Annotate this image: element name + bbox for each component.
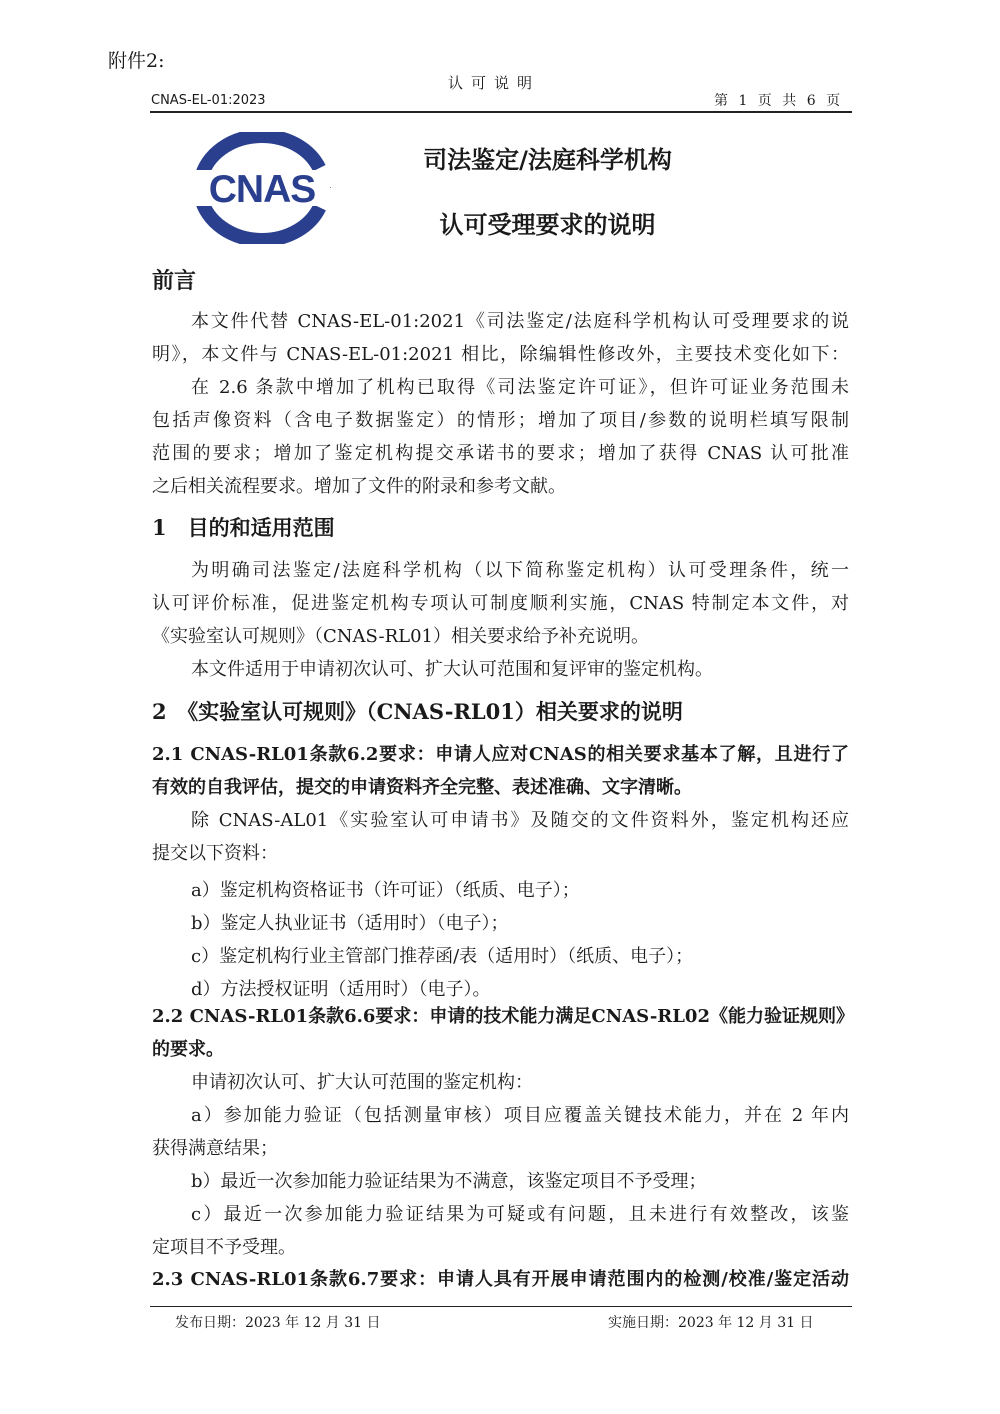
foreword-heading: 前言	[152, 269, 197, 294]
footer-rule	[150, 1306, 852, 1307]
foreword-p2-line1: 在 2.6 条款中增加了机构已取得《司法鉴定许可证》，但许可证业务范围未	[191, 377, 849, 398]
list-item: a）鉴定机构资格证书（许可证）（纸质、电子）；	[191, 880, 580, 901]
clause-2-2-a-line1: a）参加能力验证（包括测量审核）项目应覆盖关键技术能力，并在 2 年内	[191, 1105, 849, 1126]
clause-2-2-b: b）最近一次参加能力验证结果为不满意，该鉴定项目不予受理；	[191, 1171, 707, 1192]
list-item: d）方法授权证明（适用时）（电子）。	[191, 979, 491, 1000]
effective-date: 实施日期：2023 年 12 月 31 日	[608, 1315, 814, 1331]
foreword-p2-line2: 包括声像资料（含电子数据鉴定）的情形；增加了项目/参数的说明栏填写限制	[152, 410, 849, 431]
publish-date: 发布日期：2023 年 12 月 31 日	[175, 1315, 381, 1331]
clause-2-1-line1: 2.1 CNAS-RL01条款6.2要求：申请人应对CNAS的相关要求基本了解，且进行了	[152, 744, 849, 765]
clause-2-2-a-line2: 获得满意结果；	[152, 1138, 278, 1159]
foreword-p2-line3: 范围的要求；增加了鉴定机构提交承诺书的要求；增加了获得 CNAS 认可批准	[152, 443, 849, 464]
foreword-p1-line2: 明》，本文件与 CNAS-EL-01:2021 相比，除编辑性修改外，主要技术变化如下：	[152, 344, 849, 365]
document-title-line1: 司法鉴定/法庭科学机构	[423, 146, 672, 174]
clause-2-2-line2: 的要求。	[152, 1039, 224, 1060]
list-item: c）鉴定机构行业主管部门推荐函/表（适用时）（纸质、电子）；	[191, 946, 694, 967]
header-rule	[150, 111, 852, 113]
foreword-p1-line1: 本文件代替 CNAS-EL-01:2021《司法鉴定/法庭科学机构认可受理要求的说	[191, 311, 849, 332]
clause-2-2-intro: 申请初次认可、扩大认可范围的鉴定机构：	[191, 1072, 533, 1093]
section1-p1-line2: 认可评价标准，促进鉴定机构专项认可制度顺利实施，CNAS 特制定本文件，对	[152, 593, 849, 614]
document-code: CNAS-EL-01:2023	[151, 93, 266, 108]
clause-2-1-body-line1: 除 CNAS-AL01《实验室认可申请书》及随交的文件资料外，鉴定机构还应	[191, 810, 849, 831]
section1-p1-line1: 为明确司法鉴定/法庭科学机构（以下简称鉴定机构）认可受理条件，统一	[191, 560, 849, 581]
logo-text: CNAS	[208, 168, 316, 211]
clause-2-1-body-line2: 提交以下资料：	[152, 843, 278, 864]
clause-2-1-line2: 有效的自我评估，提交的申请资料齐全完整、表述准确、文字清晰。	[152, 777, 692, 798]
section2-heading: 2 《实验室认可规则》（CNAS-RL01）相关要求的说明	[152, 699, 683, 724]
clause-2-2-c-line1: c）最近一次参加能力验证结果为可疑或有问题，且未进行有效整改，该鉴	[191, 1204, 849, 1225]
attachment-label: 附件2:	[108, 50, 165, 72]
clause-2-3-line1: 2.3 CNAS-RL01条款6.7要求：申请人具有开展申请范围内的检测/校准/鉴定活动	[152, 1269, 849, 1290]
cnas-logo	[192, 132, 332, 244]
section1-p1-line3: 《实验室认可规则》（CNAS-RL01）相关要求给予补充说明。	[152, 626, 650, 647]
list-item: b）鉴定人执业证书（适用时）（电子）；	[191, 913, 509, 934]
clause-2-2-c-line2: 定项目不予受理。	[152, 1237, 296, 1258]
clause-2-2-line1: 2.2 CNAS-RL01条款6.6要求：申请的技术能力满足CNAS-RL02《能力验证规则》	[152, 1006, 854, 1027]
section1-heading: 1 目的和适用范围	[152, 515, 335, 540]
section1-p2: 本文件适用于申请初次认可、扩大认可范围和复评审的鉴定机构。	[191, 659, 713, 680]
page-indicator: 第 1 页 共 6 页	[714, 93, 844, 109]
foreword-p2-line4: 之后相关流程要求。增加了文件的附录和参考文献。	[152, 476, 566, 497]
header-title: 认可说明	[448, 74, 541, 92]
document-title-line2: 认可受理要求的说明	[439, 211, 656, 239]
